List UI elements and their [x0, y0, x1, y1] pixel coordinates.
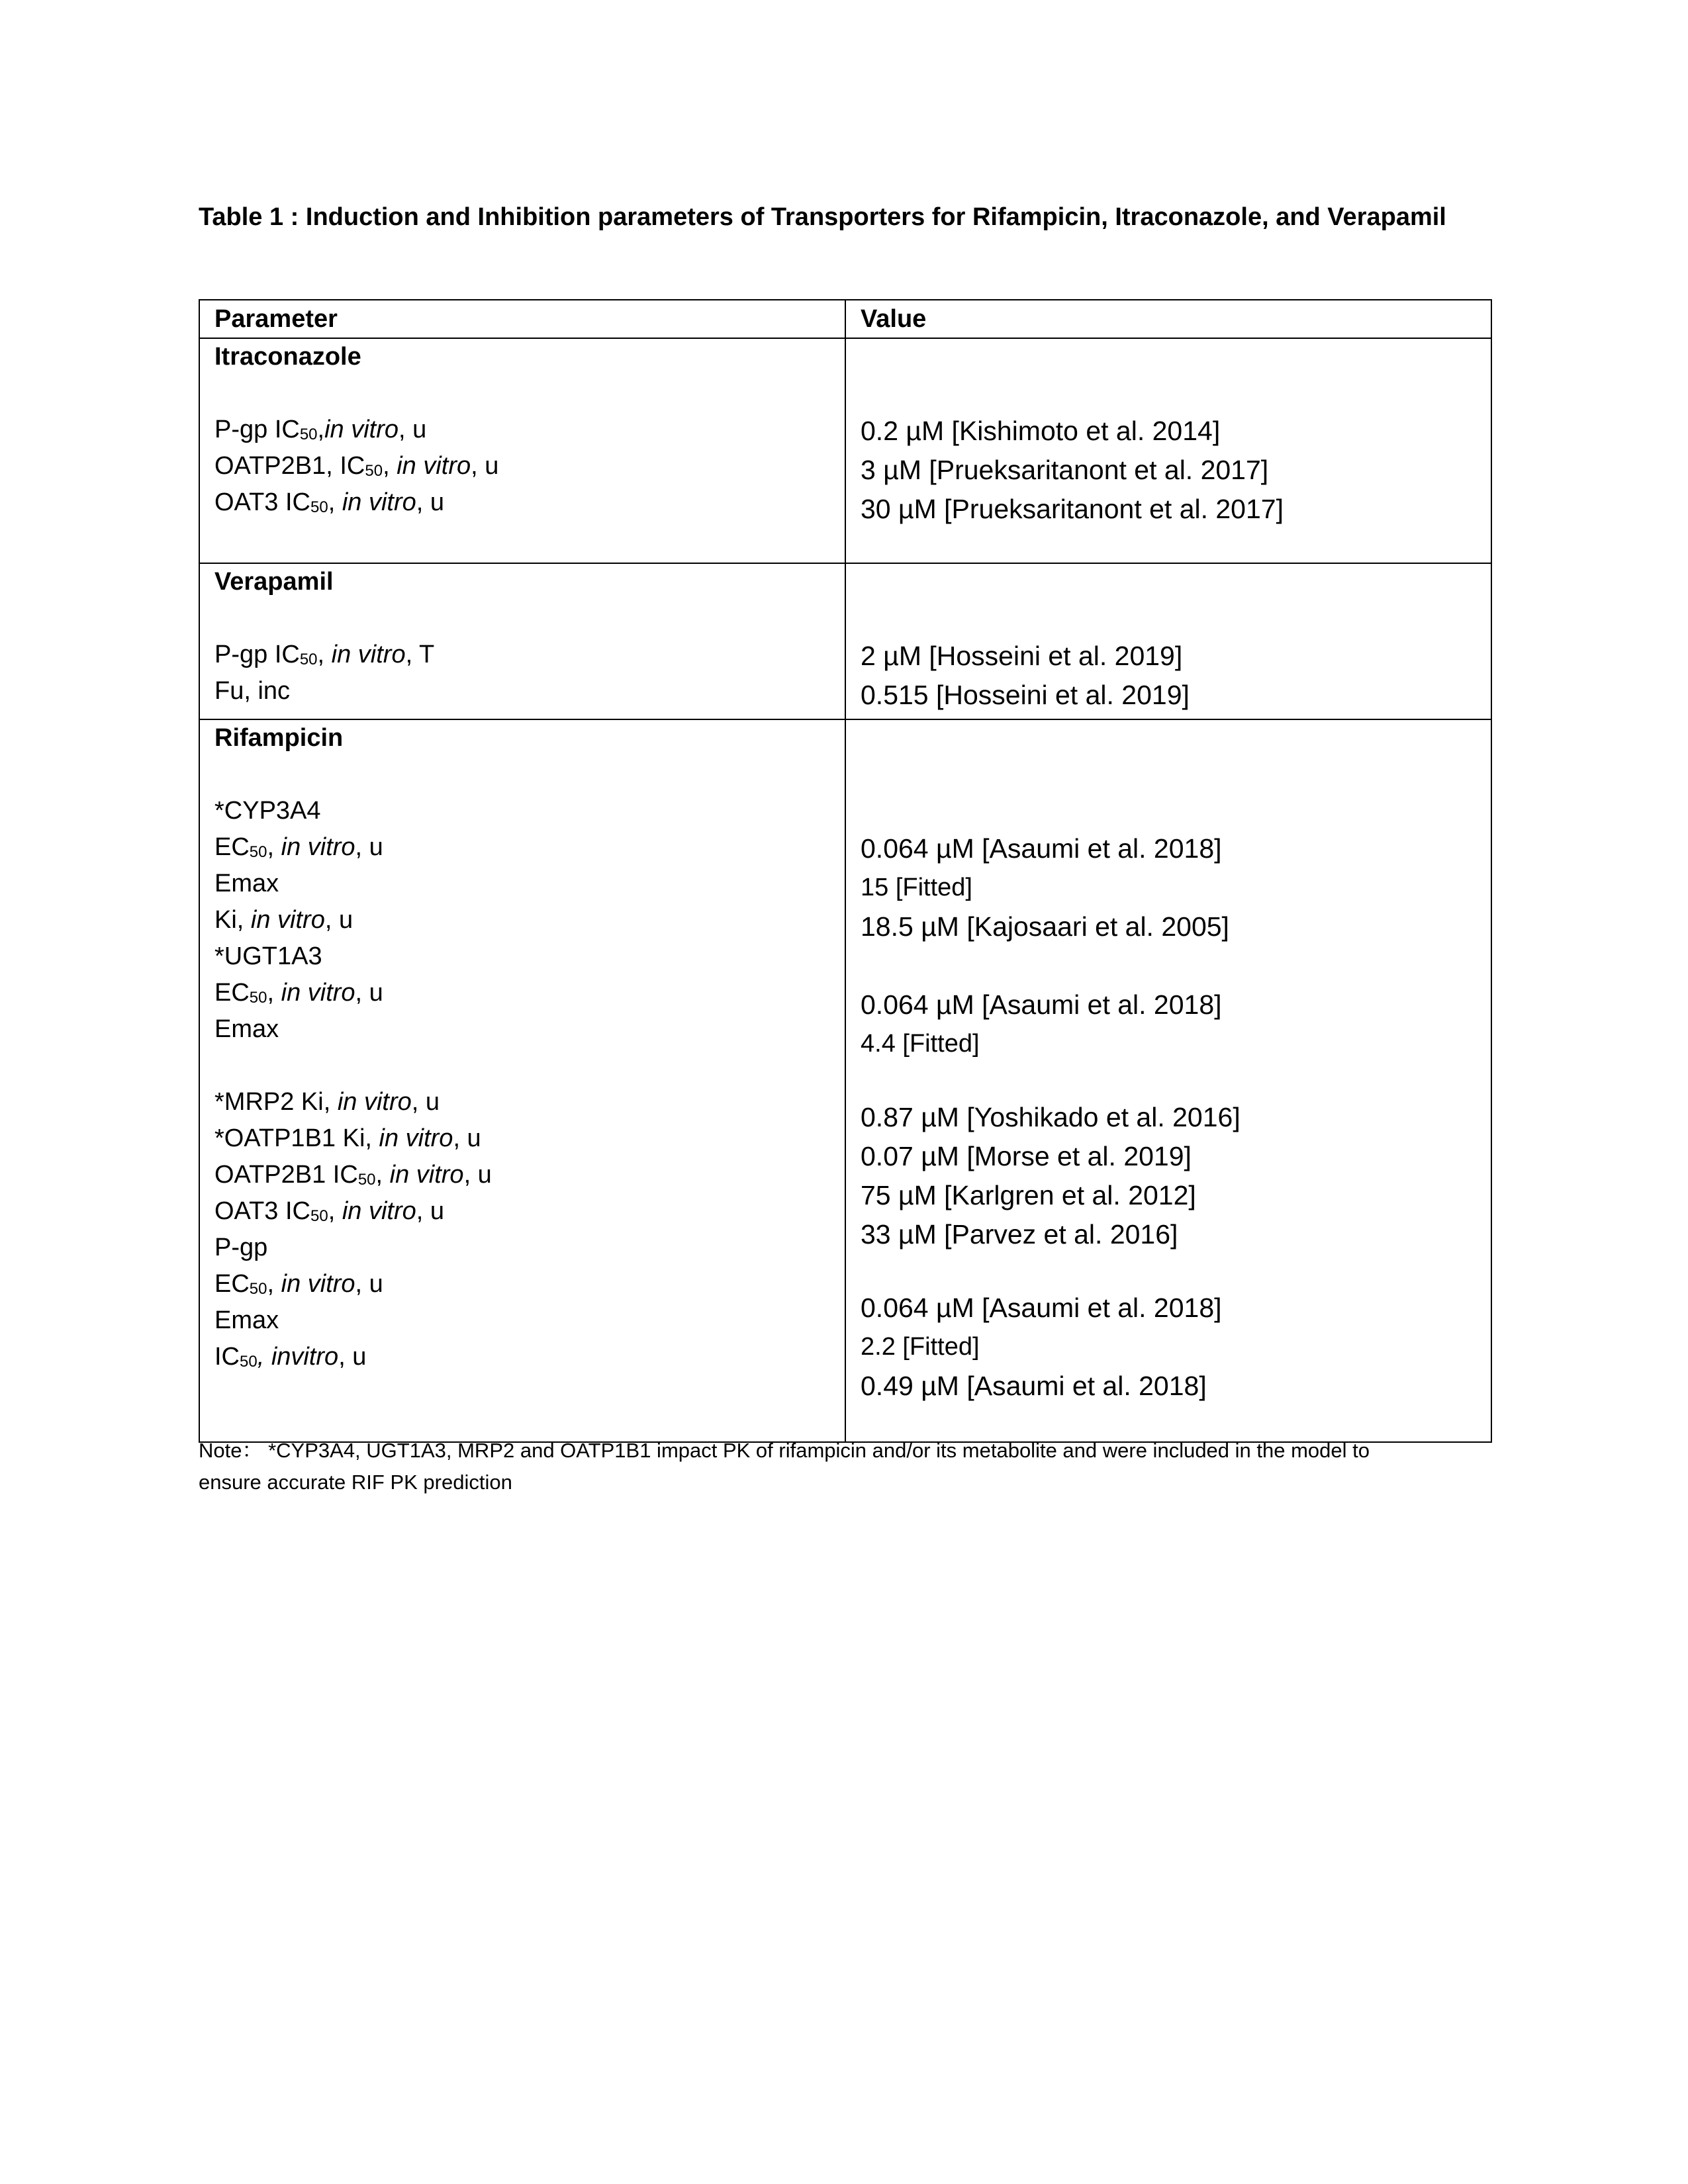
value-line: 33 µM [Parvez et al. 2016]: [861, 1219, 1178, 1250]
param-line: *MRP2 Ki, in vitro, u: [214, 1088, 440, 1116]
value-line: 0.2 µM [Kishimoto et al. 2014]: [861, 416, 1221, 446]
section-heading-itraconazole: Itraconazole: [214, 343, 361, 371]
param-line: *CYP3A4: [214, 797, 321, 825]
param-line: P-gp $IC_{50}$, in vitro, T: [214, 641, 435, 668]
value-line: 75 µM [Karlgren et al. 2012]: [861, 1180, 1196, 1210]
param-line: Emax: [214, 1306, 279, 1334]
verapamil-value-cell: [845, 563, 1491, 719]
param-line: OAT3 $IC_{50}$, in vitro, u: [214, 488, 444, 516]
param-line: OATP2B1, $IC_{50}$, in vitro, u: [214, 452, 499, 480]
value-line: 2 µM [Hosseini et al. 2019]: [861, 641, 1183, 671]
param-line: *UGT1A3: [214, 942, 322, 970]
value-line: 0.07 µM [Morse et al. 2019]: [861, 1141, 1192, 1171]
table-header-row: [199, 300, 1491, 338]
value-line: 3 µM [Prueksaritanont et al. 2017]: [861, 455, 1269, 485]
value-line: 0.064 µM [Asaumi et al. 2018]: [861, 1293, 1222, 1323]
section-heading-verapamil: Verapamil: [214, 568, 334, 596]
header-parameter: Parameter: [199, 300, 845, 338]
value-line: 2.2 [Fitted]: [861, 1333, 980, 1361]
param-line: P-gp $IC_{50},in$ vitro, u: [214, 416, 427, 443]
verapamil-parameter-cell: [199, 563, 845, 719]
itraconazole-parameter-cell: [199, 338, 845, 563]
value-line: 0.064 µM [Asaumi et al. 2018]: [861, 989, 1222, 1020]
param-line: OATP2B1 $IC_{50}$, in vitro, u: [214, 1161, 492, 1189]
rifampicin-value-cell: [845, 719, 1491, 1442]
param-line: Ki, in vitro, u: [214, 906, 353, 934]
value-line: 0.515 [Hosseini et al. 2019]: [861, 680, 1190, 710]
table-note: [199, 1435, 1496, 1498]
value-line: 30 µM [Prueksaritanont et al. 2017]: [861, 494, 1284, 524]
note-line-2: ensure accurate RIF PK prediction: [199, 1471, 512, 1494]
section-heading-rifampicin: Rifampicin: [214, 724, 344, 752]
param-line: $EC_{50}$, in vitro, u: [214, 1270, 383, 1298]
rifampicin-row: [199, 719, 1491, 1442]
verapamil-row: [199, 563, 1491, 719]
parameters-table: [199, 299, 1492, 1443]
value-line: 18.5 µM [Kajosaari et al. 2005]: [861, 911, 1229, 942]
note-line-1: Note： *CYP3A4, UGT1A3, MRP2 and OATP1B1 impact PK of rifampicin and/or its metabolite and were included in the model to: [199, 1439, 1370, 1462]
param-line: $IC_{50}$, invitro, u: [214, 1343, 367, 1371]
param-line: *OATP1B1 Ki, in vitro, u: [214, 1124, 481, 1152]
value-line: 4.4 [Fitted]: [861, 1030, 980, 1058]
itraconazole-row: [199, 338, 1491, 563]
param-line: $EC_{50}$, in vitro, u: [214, 833, 383, 861]
param-line: Emax: [214, 870, 279, 897]
param-line: P-gp: [214, 1234, 268, 1261]
value-line: 15 [Fitted]: [861, 874, 972, 901]
param-line: $EC_{50}$, in vitro, u: [214, 979, 383, 1007]
rifampicin-parameter-cell: [199, 719, 845, 1442]
table-title: Table 1 : Induction and Inhibition parameters of Transporters for Rifampicin, Itraconazole, and Verapamil: [199, 203, 1446, 231]
header-value: Value: [845, 300, 1491, 338]
value-line: 0.87 µM [Yoshikado et al. 2016]: [861, 1102, 1241, 1132]
param-line: Emax: [214, 1015, 279, 1043]
value-line: 0.49 µM [Asaumi et al. 2018]: [861, 1371, 1207, 1401]
value-line: 0.064 µM [Asaumi et al. 2018]: [861, 833, 1222, 864]
param-line: OAT3 $IC_{50}$, in vitro, u: [214, 1197, 444, 1225]
param-line: Fu, inc: [214, 677, 291, 705]
itraconazole-value-cell: [845, 338, 1491, 563]
